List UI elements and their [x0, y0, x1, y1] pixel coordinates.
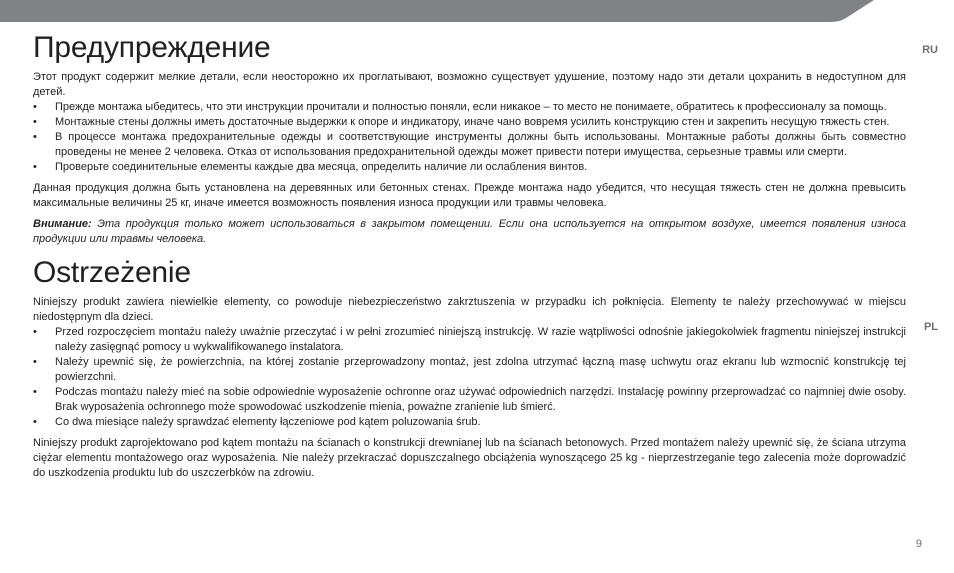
list-item [33, 355, 906, 385]
section-title-ru: Предупреждение [33, 31, 271, 64]
bullet-icon: • [33, 356, 37, 368]
page-content [33, 30, 906, 481]
load-paragraph-pl: Niniejszy produkt zaprojektowano pod kątem montażu na ścianach o konstrukcji drewnianej lub na ścianach betonowych. Przed montażem należy upewnić się, że ściana utrzyma ciężar elementu montażowego oraz wyposażenia. Nie należy przekraczać dopuszczalnego obciążenia wynoszącego 25 kg - nieprzestrzeganie tego zalecenia może doprowadzić do uszkodzenia produktu lub do uszczerbków na zdrowiu. [33, 437, 906, 479]
list-item-text: Co dwa miesiące należy sprawdzać elementy łączeniowe pod kątem poluzowania śrub. [55, 416, 481, 428]
bullet-icon: • [33, 326, 37, 338]
warning-note-ru [33, 217, 906, 247]
language-tab-pl: PL [923, 321, 938, 333]
bullet-icon: • [33, 116, 37, 128]
list-item-text: Проверьте соединительные елементы каждые два месяца, определить наличие ли ослабления винтов. [55, 161, 588, 173]
list-item-text: В процессе монтажа предохранительные одежды и соответствующие инструменты должны быть использованы. Монтажные работы должны быть совместно проведены не менее 2 человека. Отказ от использования предохранительной одежды может привести потери имущества, серьезные травмы или смерти. [55, 131, 906, 158]
page-number: 9 [915, 538, 922, 550]
load-paragraph-ru: Данная продукция должна быть установлена на деревянных или бетонных стенах. Прежде монтажа надо убедится, что несущая тяжесть стен не должна превысить максимальные величины 25 кг, иначе имеется возможность появления износа продукции или травмы человека. [33, 182, 906, 209]
warning-text: Эта продукция только может использоваться в закрытом помещении. Если она используется на открытом воздухе, имеется появления износа продукции или травмы человека. [33, 218, 906, 245]
list-item [33, 115, 906, 130]
list-item [33, 415, 906, 430]
bullet-icon: • [33, 416, 37, 428]
list-item [33, 385, 906, 415]
list-item [33, 100, 906, 115]
bullet-icon: • [33, 161, 37, 173]
bullet-icon: • [33, 131, 37, 143]
top-bar-shape [0, 0, 874, 22]
top-bar [0, 0, 954, 22]
section-pl [33, 255, 906, 481]
list-item [33, 160, 906, 175]
language-tab-ru: RU [922, 44, 938, 56]
section-ru [33, 30, 906, 247]
warning-label: Внимание: [33, 218, 92, 230]
bullet-icon: • [33, 386, 37, 398]
bullet-list-pl [33, 325, 906, 430]
intro-paragraph-pl: Niniejszy produkt zawiera niewielkie elementy, co powoduje niebezpieczeństwo zakrztuszenia w przypadku ich połknięcia. Elementy te należy przechowywać w miejscu niedostępnym dla dzieci. [33, 296, 906, 323]
list-item-text: Прежде монтажа ыбедитесь, что эти инструкции прочитали и полностью поняли, если никакое – то место не понимаете, обратитесь к профессионалу за помощь. [55, 101, 887, 113]
section-title-pl: Ostrzeżenie [33, 256, 191, 289]
list-item-text: Przed rozpoczęciem montażu należy uważnie przeczytać i w pełni zrozumieć niniejszą instrukcję. W razie wątpliwości odnośnie jakiegokolwiek fragmentu niniejszej instrukcji należy zasięgnąć pomocy u wykwalifikowanego instalatora. [55, 326, 906, 353]
list-item [33, 130, 906, 160]
bullet-icon: • [33, 101, 37, 113]
list-item-text: Należy upewnić się, że powierzchnia, na której zostanie przeprowadzony montaż, jest zdolna utrzymać łączną masę uchwytu oraz ekranu lub wzmocnić konstrukcję tej powierzchni. [55, 356, 906, 383]
intro-paragraph-ru: Этот продукт содержит мелкие детали, если неосторожно их проглатывают, возможно существует удушение, поэтому надо эти детали цохранить в недоступном для детей. [33, 71, 906, 98]
list-item [33, 325, 906, 355]
list-item-text: Podczas montażu należy mieć na sobie odpowiednie wyposażenie ochronne oraz używać odpowiednich narzędzi. Instalację powinny przeprowadzać co najmniej dwie osoby. Brak wyposażenia ochronnego może spowodować uszkodzenie mienia, poważne zranienie lub śmierć. [55, 386, 906, 413]
bullet-list-ru [33, 100, 906, 175]
list-item-text: Монтажные стены должны иметь достаточные выдержки к опоре и индикатору, иначе чано вовремя усилить конструкцию стен и закрепить несущую тяжесть стен. [55, 116, 890, 128]
